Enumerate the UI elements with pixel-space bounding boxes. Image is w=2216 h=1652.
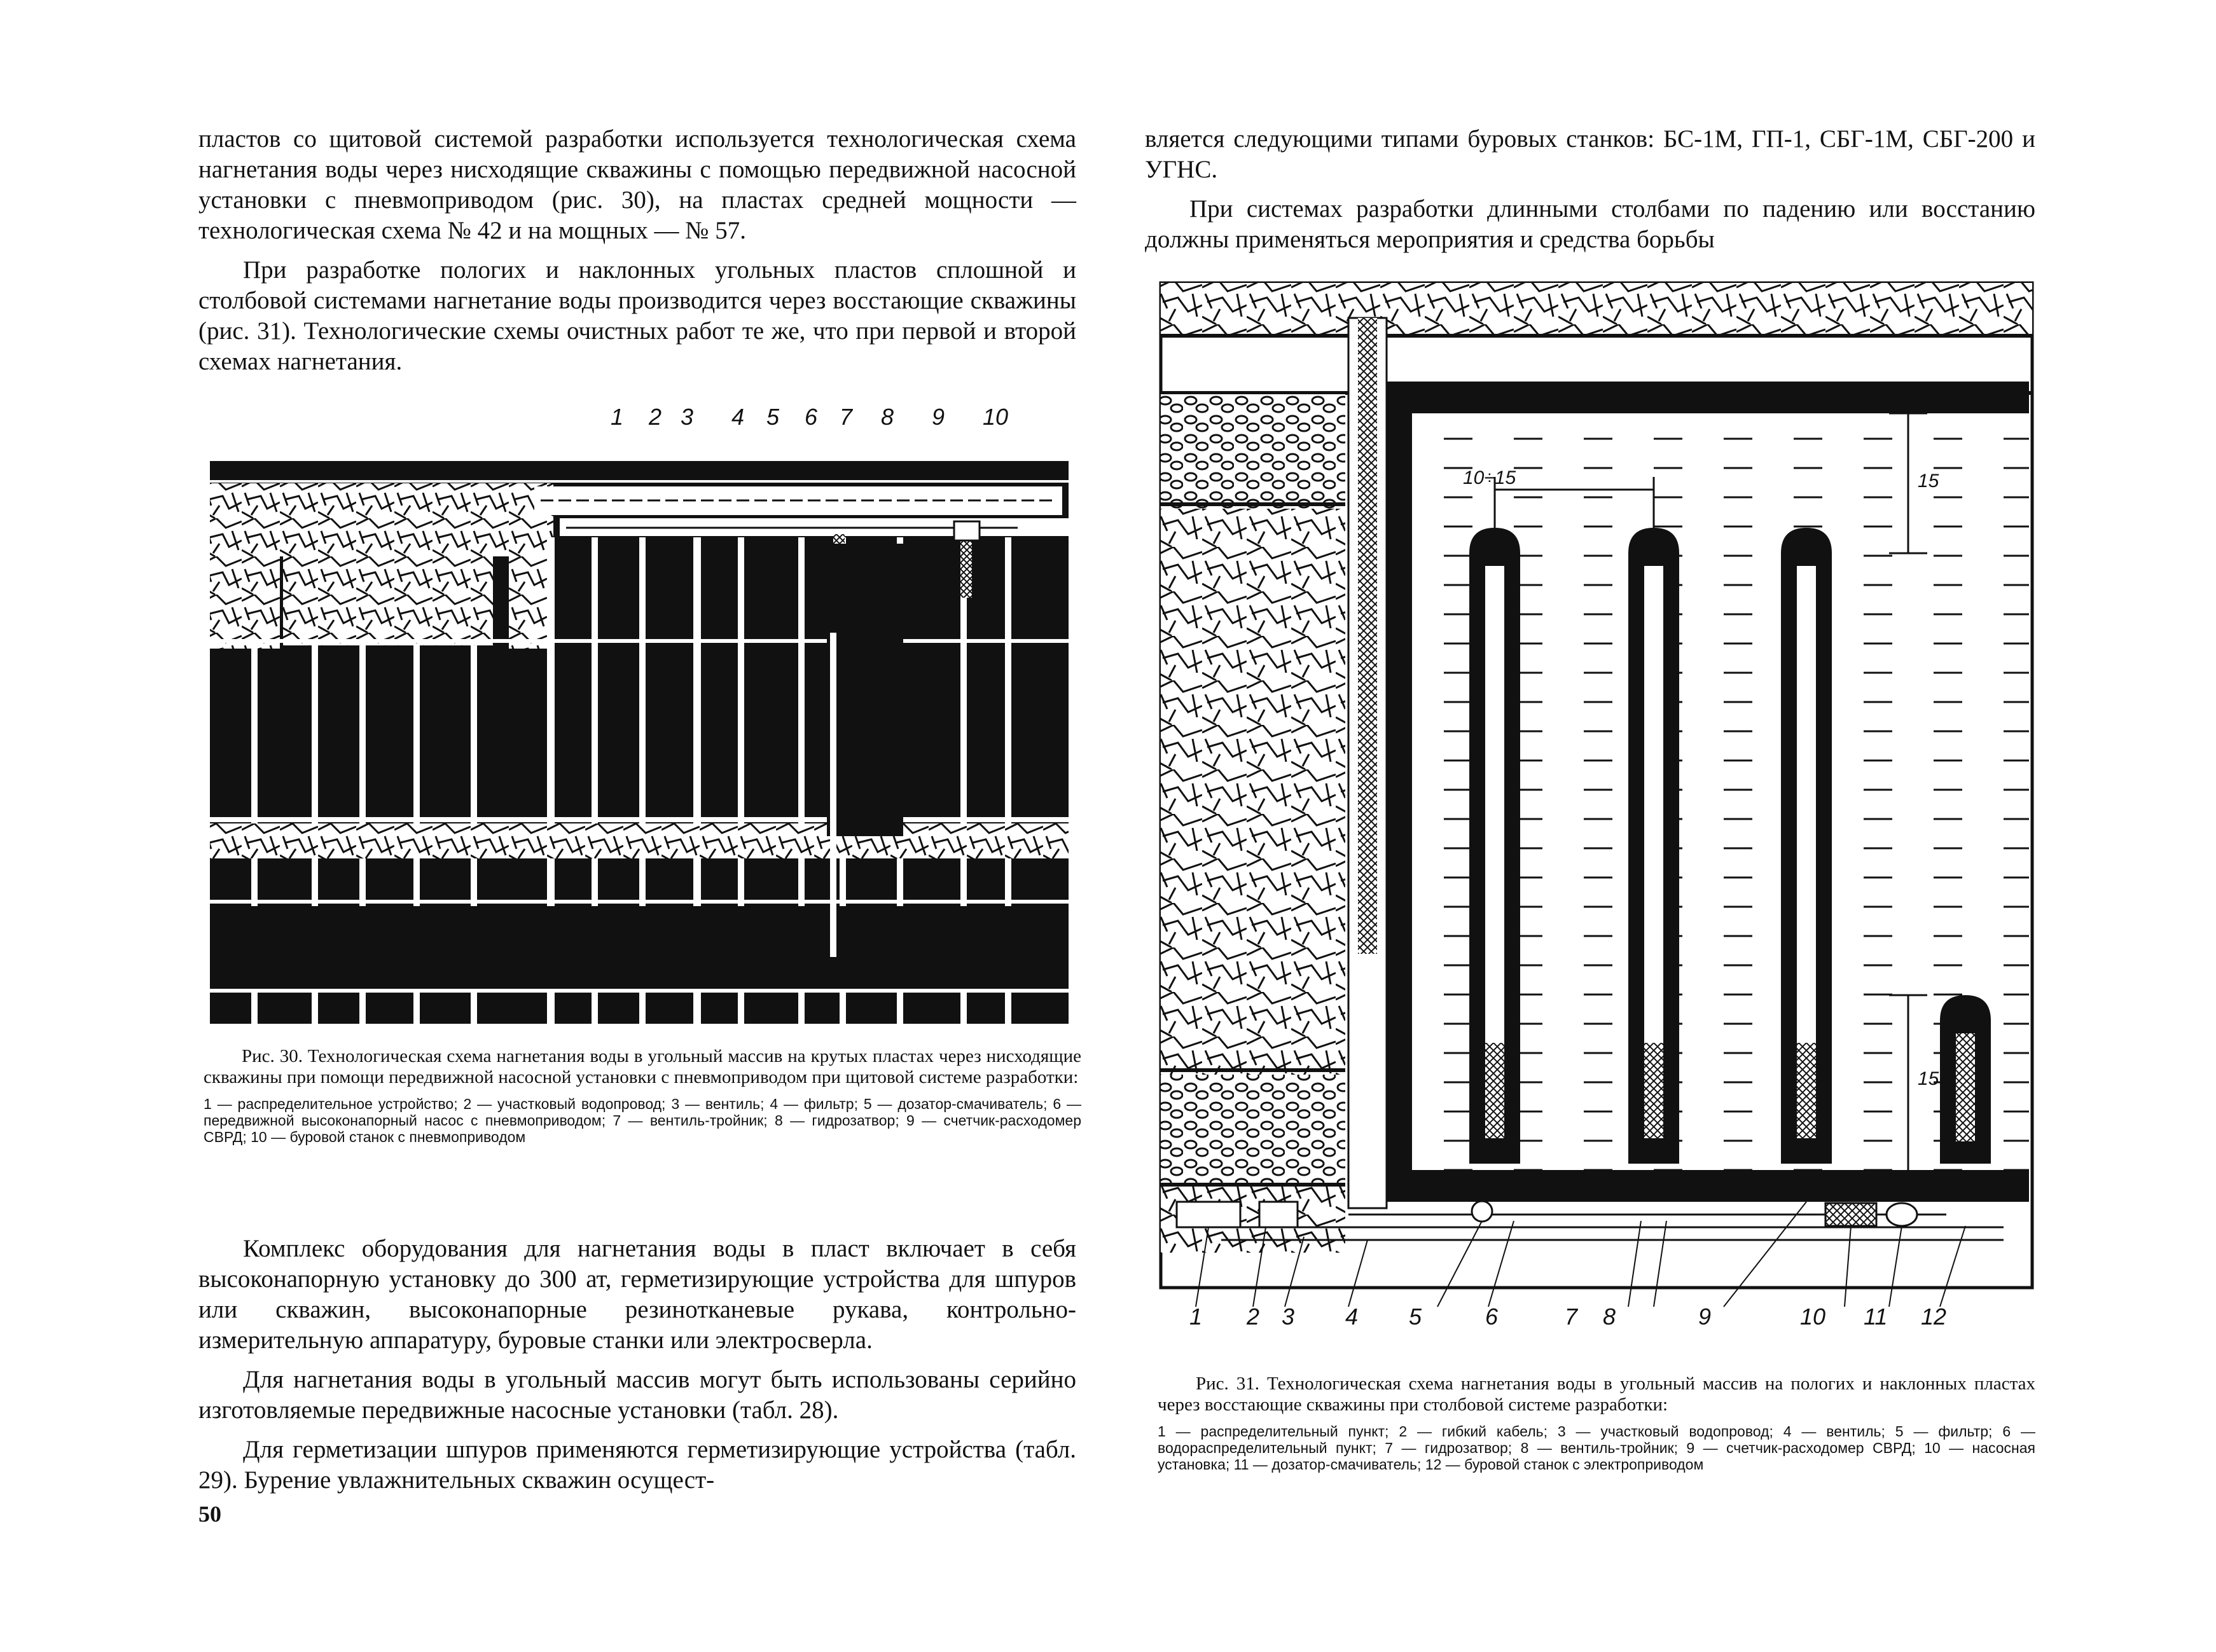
- fig31-label-3: 3: [1282, 1304, 1295, 1330]
- fig30-label-10: 10: [983, 404, 1009, 430]
- right-paragraph-1: вляется следующими типами буровых станков: БС-1М, ГП-1, СБГ-1М, СБГ-200 и УГНС.: [1145, 125, 2035, 183]
- right-paragraph-2: При системах разработки длинными столбами по падению или восстанию должны применяться мероприятия и средства борьбы: [1145, 195, 2035, 253]
- left-column: [198, 124, 1076, 386]
- fig31-label-9: 9: [1698, 1304, 1712, 1330]
- fig30-label-1: 1: [611, 404, 624, 430]
- left-paragraph-5: Для герметизации шпуров применяются герметизирующие устройства (табл. 29). Бурение увлажнительных скважин осущест-: [198, 1436, 1076, 1494]
- fig30-label-6: 6: [805, 404, 818, 430]
- left-paragraph-2: При разработке пологих и наклонных угольных пластов сплошной и столбовой системами нагнетание воды производится через восстающие скважины (рис. 31). Технологические схемы очистных работ те же, что при первой и второй схемах нагнетания.: [198, 256, 1076, 375]
- figure-30-number-row: [204, 404, 1081, 442]
- figure-30: [204, 404, 1081, 1145]
- figure-30-caption-title: Рис. 30. Технологическая схема нагнетания воды в угольный массив на крутых пластах через нисходящие скважины при помощи передвижной насосной установки с пневмоприводом при щитовой системе разработки:: [204, 1046, 1081, 1087]
- figure-30-drawing: [204, 442, 1069, 1027]
- figure-31-legend: 1 — распределительный пункт; 2 — гибкий кабель; 3 — участковый водопровод; 4 — вентиль; 5 — фильтр; 6 — водораспределительный пункт; 7 — гидрозатвор; 8 — вентиль-тройник; 9 — счетчик-расходомер СВРД; 10 — насосная установка; 11 — дозатор-смачиватель; 12 — буровой станок с электроприводом: [1158, 1423, 2035, 1473]
- fig31-label-8: 8: [1603, 1304, 1616, 1330]
- left-column-bottom: [198, 1234, 1076, 1504]
- right-column: [1145, 124, 2035, 264]
- fig31-dim-spacing: 10÷15: [1463, 467, 1516, 488]
- fig31-label-12: 12: [1921, 1304, 1947, 1330]
- fig31-label-1: 1: [1189, 1304, 1203, 1330]
- figure-30-legend: 1 — распределительное устройство; 2 — участковый водопровод; 3 — вентиль; 4 — фильтр; 5 — дозатор-смачиватель; 6 — передвижной высоконапорный насос с пневмоприводом; 7 — вентиль-тройник; 8 — гидрозатвор; 9 — счетчик-расходомер СВРД; 10 — буровой станок с пневмоприводом: [204, 1096, 1081, 1145]
- figure-31: [1158, 280, 2035, 1473]
- left-paragraph-3: Комплекс оборудования для нагнетания воды в пласт включает в себя высоконапорную установку до 300 ат, герметизирующие устройства для шпуров или скважин, высоконапорные резинотканевые рукава, контрольно-измерительную аппаратуру, буровые станки или электросверла.: [198, 1235, 1076, 1354]
- fig30-label-3: 3: [681, 404, 694, 430]
- fig30-label-8: 8: [881, 404, 894, 430]
- figure-31-number-row: [1158, 1304, 2035, 1342]
- figure-31-caption: [1158, 1373, 2035, 1473]
- fig30-label-2: 2: [649, 404, 662, 430]
- fig31-label-5: 5: [1409, 1304, 1422, 1330]
- figure-31-caption-title: Рис. 31. Технологическая схема нагнетания воды в угольный массив на пологих и наклонных пластах через восстающие скважины при столбовой системе разработки:: [1158, 1373, 2035, 1415]
- fig31-dim-top: 15: [1918, 471, 1939, 492]
- fig30-label-9: 9: [932, 404, 945, 430]
- fig31-label-10: 10: [1800, 1304, 1826, 1330]
- figure-31-drawing: [1158, 280, 2035, 1329]
- left-paragraph-4: Для нагнетания воды в угольный массив могут быть использованы серийно изготовляемые передвижные насосные установки (табл. 28).: [198, 1366, 1076, 1424]
- fig30-label-5: 5: [766, 404, 780, 430]
- fig30-label-4: 4: [731, 404, 745, 430]
- fig31-dim-bottom: 15: [1918, 1068, 1939, 1089]
- fig31-label-6: 6: [1485, 1304, 1499, 1330]
- fig31-label-7: 7: [1565, 1304, 1578, 1330]
- page-number: 50: [198, 1501, 221, 1527]
- figure-30-caption: [204, 1046, 1081, 1145]
- fig30-label-7: 7: [840, 404, 853, 430]
- fig31-label-4: 4: [1345, 1304, 1359, 1330]
- left-paragraph-1: пластов со щитовой системой разработки используется технологическая схема нагнетания воды через нисходящие скважины с помощью передвижной насосной установки с пневмоприводом (рис. 30), на пластах средней мощности — технологическая схема № 42 и на мощных — № 57.: [198, 125, 1076, 244]
- fig31-label-11: 11: [1864, 1304, 1888, 1330]
- fig31-label-2: 2: [1247, 1304, 1260, 1330]
